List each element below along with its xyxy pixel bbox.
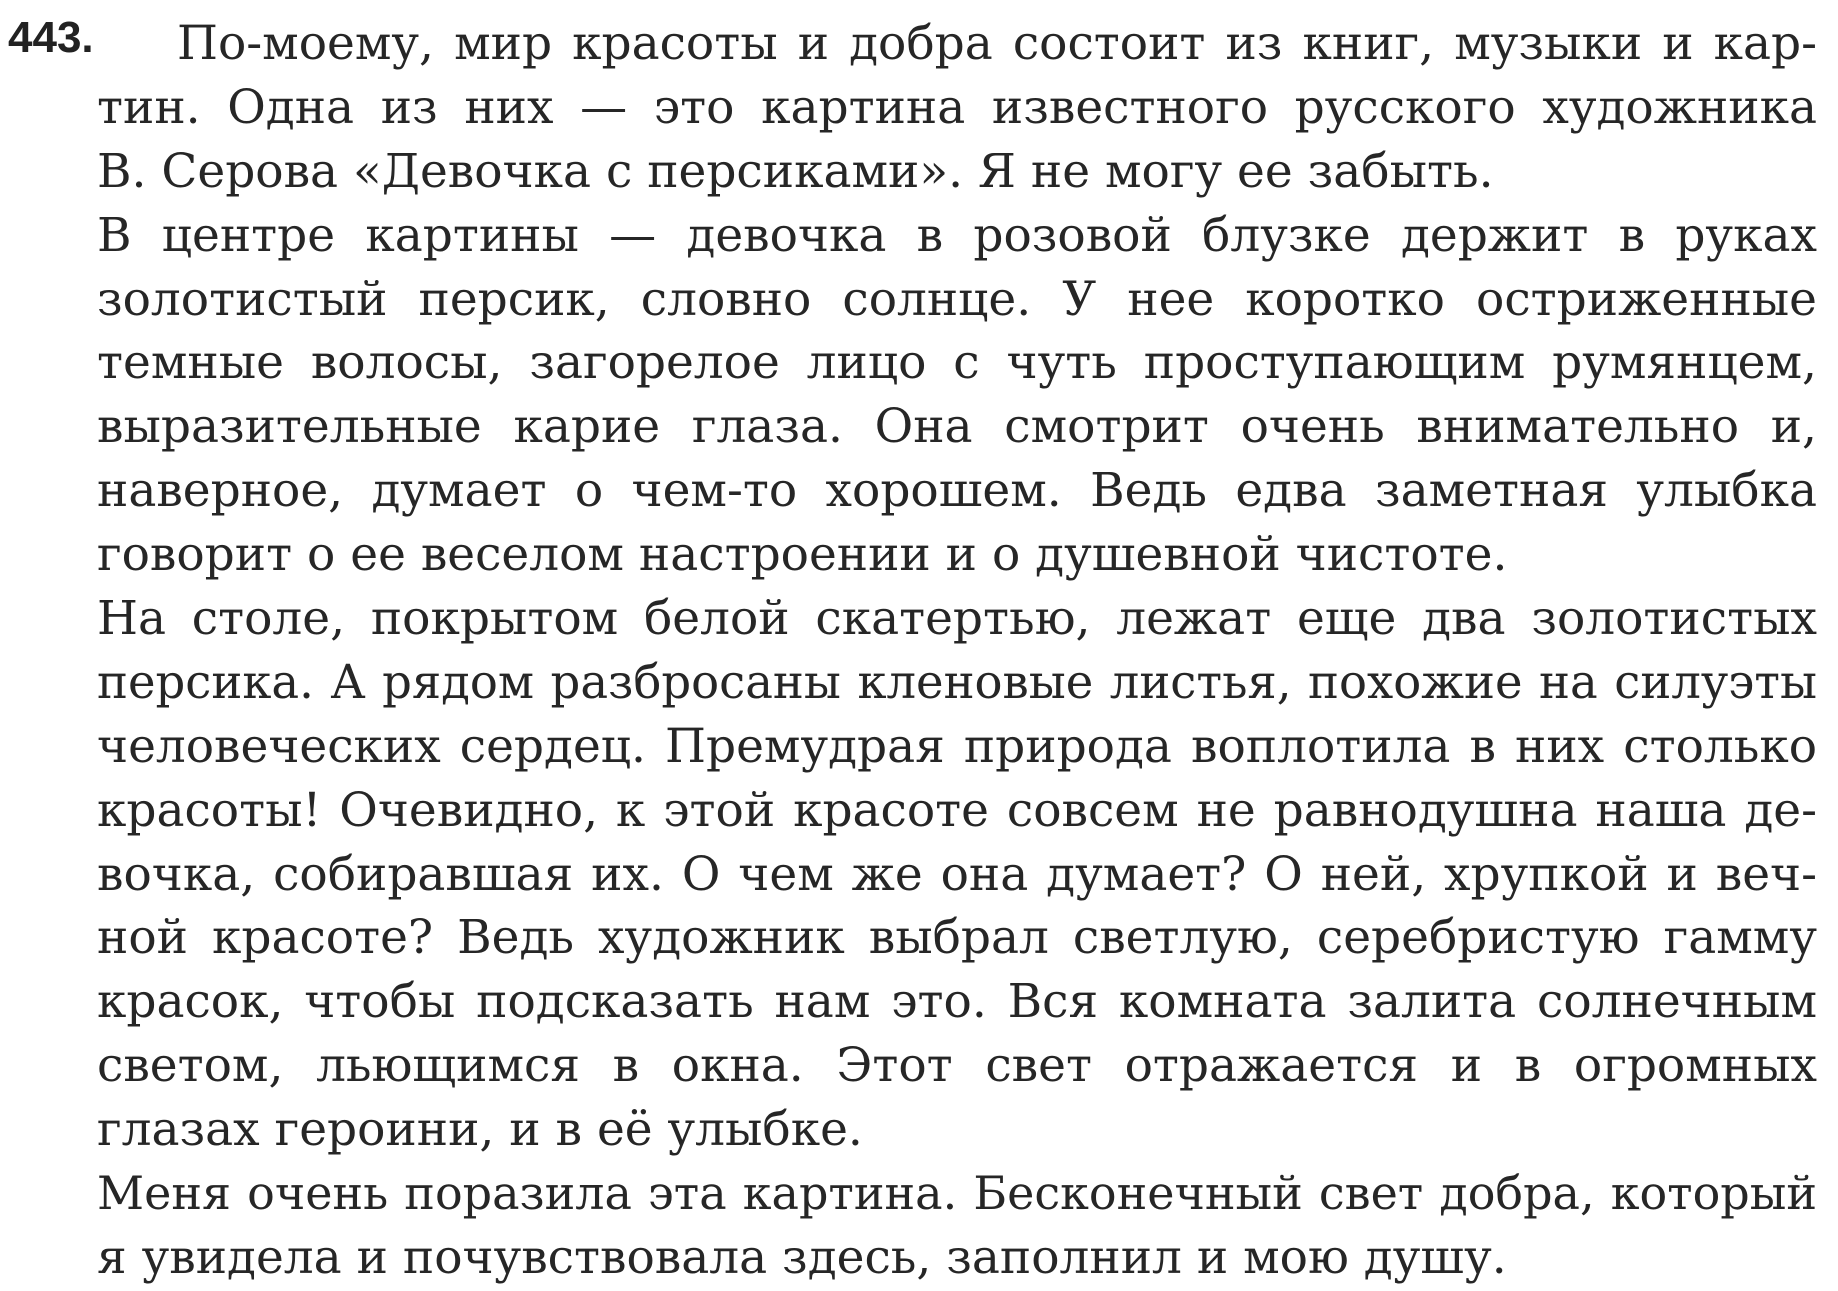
text-line: персика. А рядом разбросаны кленовые листья, похожие на силуэты [97, 654, 1817, 709]
text-line: В центре картины — девочка в розовой блузке держит в руках [97, 207, 1817, 263]
text-line: говорит о ее веселом настроении и о душевной чистоте. [97, 527, 1508, 583]
exercise-text [97, 12, 1817, 1290]
text-line: светом, льющимся в окна. Этот свет отражается и в огромных [97, 1038, 1817, 1094]
text-line: тин. Одна из них — это картина известного русского художника [97, 79, 1817, 135]
text-line: На столе, покрытом белой скатертью, лежат еще два золотистых [97, 591, 1817, 647]
text-line: ной красоте? Ведь художник выбрал светлую, серебристую гамму [97, 910, 1817, 966]
text-line: золотистый персик, словно солнце. У нее коротко остриженные [97, 271, 1817, 327]
text-line: темные волосы, загорелое лицо с чуть проступающим румянцем, [97, 335, 1817, 391]
text-line: вочка, собиравшая их. О чем же она думает? О ней, хрупкой и веч- [97, 846, 1817, 902]
text-line: В. Серова «Девочка с персиками». Я не могу ее забыть. [97, 143, 1494, 199]
text-line: человеческих сердец. Премудрая природа воплотила в них столько [97, 718, 1817, 774]
text-line: красок, чтобы подсказать нам это. Вся комната залита солнечным [97, 974, 1817, 1030]
text-line: Меня очень поразила эта картина. Бесконечный свет добра, который [97, 1166, 1817, 1221]
text-line: наверное, думает о чем-то хорошем. Ведь едва заметная улыбка [97, 463, 1817, 519]
text-line: выразительные карие глаза. Она смотрит очень внимательно и, [97, 399, 1817, 455]
text-line: По-моему, мир красоты и добра состоит из книг, музыки и кар- [177, 16, 1817, 71]
text-line: я увидела и почувствовала здесь, заполнил и мою душу. [97, 1229, 1507, 1285]
text-line: глазах героини, и в её улыбке. [97, 1102, 863, 1158]
text-line: красоты! Очевидно, к этой красоте совсем не равнодушна наша де- [97, 782, 1817, 838]
exercise-number: 443. [8, 13, 94, 62]
